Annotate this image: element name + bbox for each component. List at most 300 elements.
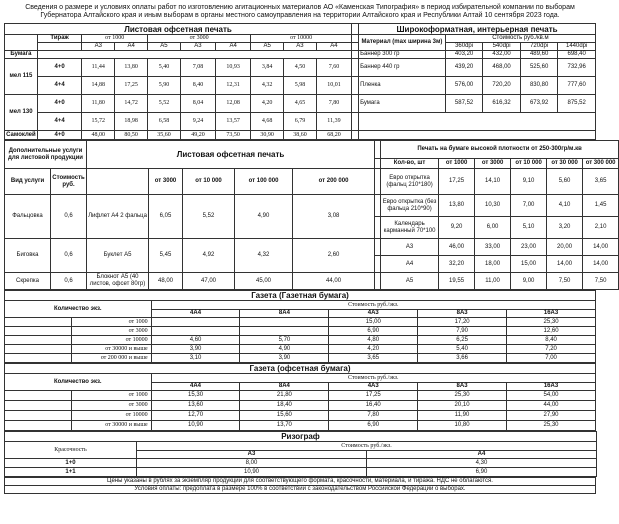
- spacer: [352, 95, 359, 113]
- empty: [5, 401, 72, 411]
- qty-label: от 30000 и выше: [71, 345, 151, 354]
- spacer: [352, 35, 359, 43]
- qty-header: Количество экз.: [5, 301, 152, 318]
- table-row: [5, 301, 596, 310]
- gazeta-value: 15,30: [151, 391, 240, 401]
- gazeta-value: [240, 318, 329, 327]
- gazeta-value: 7,00: [507, 354, 596, 363]
- format-header: 4A3: [329, 383, 418, 391]
- empty: [5, 327, 72, 336]
- qty-header: Кол-во, шт: [381, 159, 439, 169]
- gazeta-value: 17,20: [418, 318, 507, 327]
- thick-value: 23,00: [511, 239, 547, 256]
- wide-value: 587,52: [445, 95, 483, 113]
- service-spec: Блокнот А5 (40 листов, офсет 80гр): [87, 273, 149, 290]
- spacer: [352, 77, 359, 95]
- table-row: [5, 364, 596, 374]
- cost-header: Стоимость руб.: [51, 169, 87, 195]
- thick-value: 2,10: [583, 217, 619, 239]
- qty-label: от 1000: [71, 318, 151, 327]
- gazeta-value: 15,00: [329, 318, 418, 327]
- service-spec: Лифлет А4 2 фальца: [87, 195, 149, 239]
- service-name: Скрепка: [5, 273, 51, 290]
- run-header: от 200 000: [293, 169, 375, 195]
- gazeta-value: 5,70: [240, 336, 329, 345]
- service-name: Биговка: [5, 239, 51, 273]
- offset-value: 15,72: [82, 113, 115, 131]
- wide-value: 432,00: [483, 51, 521, 59]
- type-header: Вид услуги: [5, 169, 51, 195]
- table-row: [5, 273, 619, 290]
- cost-header: Стоимость руб./экз.: [151, 301, 595, 310]
- material-name: Пленка: [359, 77, 446, 95]
- thick-value: 6,00: [475, 217, 511, 239]
- gazeta-value: 8,40: [507, 336, 596, 345]
- offset-value: 68,20: [316, 131, 351, 140]
- table-row: [5, 411, 596, 421]
- gazeta-value: 12,70: [151, 411, 240, 421]
- run-header: от 100 000: [235, 169, 293, 195]
- gazeta-value: 11,90: [418, 411, 507, 421]
- gazeta-value: 25,30: [507, 318, 596, 327]
- service-cost: 0,6: [51, 195, 87, 239]
- thick-value: 14,10: [475, 169, 511, 195]
- run-header: от 3000: [475, 159, 511, 169]
- offset-title: Листовая офсетная печать: [5, 24, 352, 35]
- offset-value: 38,60: [284, 131, 317, 140]
- thick-value: 14,00: [583, 256, 619, 273]
- format-header: A3: [82, 43, 115, 51]
- color-label: 4+0: [37, 59, 82, 77]
- gazeta-title: Газета (офсетная бумага): [5, 364, 596, 374]
- dpi-header: 720dpi: [520, 43, 558, 51]
- material-name: Баннер 300 гр: [359, 51, 446, 59]
- top-section: [4, 23, 596, 140]
- spacer: [352, 51, 359, 59]
- material-name: Баннер 440 гр: [359, 59, 446, 77]
- gazeta-value: 3,10: [151, 354, 240, 363]
- spacer: [352, 113, 359, 131]
- format-header: A4: [216, 43, 251, 51]
- table-row: [5, 51, 596, 59]
- thick-value: 9,10: [511, 169, 547, 195]
- thick-value: 7,00: [511, 195, 547, 217]
- gazeta-value: [240, 327, 329, 336]
- thick-value: 33,00: [475, 239, 511, 256]
- paper-name: мел 130: [5, 95, 38, 131]
- wide-value: 576,00: [445, 77, 483, 95]
- thick-value: 32,20: [439, 256, 475, 273]
- gazeta-value: 44,00: [506, 401, 595, 411]
- material-name: Бумага: [359, 95, 446, 113]
- gazeta-value: [151, 327, 240, 336]
- thick-value: 15,00: [511, 256, 547, 273]
- table-row: [5, 391, 596, 401]
- gazeta-value: 17,25: [329, 391, 418, 401]
- thick-title: Печать на бумаге высокой плотности от 250-300гр/м.кв: [381, 141, 619, 159]
- thick-value: 9,20: [439, 217, 475, 239]
- empty: [5, 421, 72, 431]
- note-payment: Условия оплаты: предоплата в размере 100% в соответствии с законодательством Российской Федерации о выборах.: [5, 486, 596, 494]
- spacer: [352, 24, 359, 35]
- offset-value: 10,01: [316, 77, 351, 95]
- thick-value: 10,30: [475, 195, 511, 217]
- format-header: A3: [180, 43, 215, 51]
- offset-value: 13,80: [115, 59, 148, 77]
- table-row: [5, 459, 597, 468]
- qty-header: Количество экз.: [5, 374, 152, 391]
- gazeta-value: 6,90: [329, 421, 418, 431]
- qty-label: от 10000: [71, 336, 151, 345]
- gazeta-value: 12,60: [507, 327, 596, 336]
- offset-value: 5,40: [148, 59, 181, 77]
- gazeta-value: 4,80: [329, 336, 418, 345]
- thick-value: 7,50: [547, 273, 583, 290]
- dpi-header: 360dpi: [445, 43, 483, 51]
- gazeta-value: 4,90: [240, 345, 329, 354]
- wide-value: 616,32: [483, 95, 521, 113]
- thick-value: 11,00: [475, 273, 511, 290]
- thick-value: 14,00: [583, 239, 619, 256]
- empty: [359, 113, 596, 131]
- gazeta-value: 3,66: [418, 354, 507, 363]
- gazeta-value: 3,65: [329, 354, 418, 363]
- riso-value: 8,00: [137, 459, 367, 468]
- table-row: [5, 354, 596, 363]
- offset-value: 7,80: [316, 95, 351, 113]
- offset-value: 4,68: [251, 113, 284, 131]
- middle-section: [4, 140, 619, 290]
- empty: [5, 411, 72, 421]
- gazeta-value: 6,90: [329, 327, 418, 336]
- product-name: A3: [381, 239, 439, 256]
- wide-value: 439,20: [445, 59, 483, 77]
- gazeta-value: 21,80: [240, 391, 329, 401]
- offset-value: 13,57: [216, 113, 251, 131]
- empty: [5, 336, 72, 345]
- service-value: 2,60: [293, 239, 375, 273]
- offset-value: 80,50: [115, 131, 148, 140]
- qty-label: от 200 000 и выше: [71, 354, 151, 363]
- riso-value: 6,90: [367, 468, 597, 477]
- empty: [87, 169, 149, 195]
- offset-value: 18,98: [115, 113, 148, 131]
- run-header: от 1000: [439, 159, 475, 169]
- service-value: 3,08: [293, 195, 375, 239]
- riso-value: 10,90: [137, 468, 367, 477]
- offset-value: 6,79: [284, 113, 317, 131]
- wide-value: 830,80: [520, 77, 558, 95]
- offset-value: 5,98: [284, 77, 317, 95]
- run-label: Тираж: [37, 35, 82, 43]
- service-value: 4,92: [183, 239, 235, 273]
- offset-value: 48,00: [82, 131, 115, 140]
- table-row: [5, 141, 619, 159]
- offset-value: 8,04: [180, 95, 215, 113]
- empty: [5, 354, 72, 363]
- offset-value: 4,20: [251, 95, 284, 113]
- table-row: [5, 59, 596, 77]
- service-cost: 0,6: [51, 239, 87, 273]
- gazeta-value: [151, 318, 240, 327]
- gazeta-value: 13,70: [240, 421, 329, 431]
- qty-label: от 10000: [71, 411, 151, 421]
- wide-value: 468,00: [483, 59, 521, 77]
- thick-value: 5,60: [547, 169, 583, 195]
- service-value: 45,00: [235, 273, 293, 290]
- run-header: от 1000: [82, 35, 148, 43]
- offset-value: 11,39: [316, 113, 351, 131]
- format-header: 16A3: [507, 310, 596, 318]
- offset-value: 9,24: [180, 113, 215, 131]
- table-row: [5, 113, 596, 131]
- table-row: [5, 195, 619, 217]
- empty: [37, 51, 351, 59]
- wide-value: 720,20: [483, 77, 521, 95]
- paper-label: Бумага: [5, 51, 38, 59]
- gazeta-value: 25,30: [506, 421, 595, 431]
- note-prices: Цены указаны в рублях за экземпляр продукции для соответствующего формата, красочности, материала, и тиража. НДС не облагаются.: [5, 478, 596, 486]
- gazeta-title: Газета (Газетная бумага): [5, 291, 596, 301]
- offset-value: 8,40: [180, 77, 215, 95]
- qty-label: от 3000: [71, 327, 151, 336]
- offset-value: 12,31: [216, 77, 251, 95]
- table-row: [5, 336, 596, 345]
- thick-value: 3,65: [583, 169, 619, 195]
- color-label: 1+1: [5, 468, 137, 477]
- table-row: [5, 24, 596, 35]
- empty: [5, 318, 72, 327]
- table-row: [5, 35, 596, 43]
- gazeta-value: 13,60: [151, 401, 240, 411]
- product-name: A4: [381, 256, 439, 273]
- thick-value: 19,55: [439, 273, 475, 290]
- gazeta-value: 5,40: [418, 345, 507, 354]
- format-header: 4A4: [151, 310, 240, 318]
- color-label: 4+0: [37, 131, 82, 140]
- thick-value: 1,45: [583, 195, 619, 217]
- gazeta-value: 10,80: [418, 421, 507, 431]
- risograph-table: [4, 431, 597, 477]
- run-header: от 3000: [149, 169, 183, 195]
- run-header: от 10000: [251, 35, 352, 43]
- format-header: 8A3: [418, 383, 507, 391]
- format-header: 8A4: [240, 310, 329, 318]
- format-header: A3: [284, 43, 317, 51]
- empty: [37, 43, 82, 51]
- gazeta-newsprint-table: [4, 290, 596, 363]
- qty-label: от 30000 и выше: [71, 421, 151, 431]
- offset-value: 49,20: [180, 131, 215, 140]
- offset-value: 5,90: [148, 77, 181, 95]
- gazeta-value: 4,60: [151, 336, 240, 345]
- paper-name: мел 115: [5, 59, 38, 95]
- gazeta-value: 3,90: [151, 345, 240, 354]
- table-row: [5, 95, 596, 113]
- table-row: [5, 468, 597, 477]
- empty: [359, 131, 596, 140]
- gazeta-value: 6,25: [418, 336, 507, 345]
- gazeta-value: 4,20: [329, 345, 418, 354]
- format-header: A5: [148, 43, 181, 51]
- service-cost: 0,6: [51, 273, 87, 290]
- wide-value: 673,92: [520, 95, 558, 113]
- product-name: Календарь карманный 70*100: [381, 217, 439, 239]
- offset-value: 12,08: [216, 95, 251, 113]
- riso-title: Ризограф: [5, 432, 597, 442]
- cost-header: Стоимость руб./экз.: [151, 374, 595, 383]
- gazeta-value: 20,10: [418, 401, 507, 411]
- service-value: 6,05: [149, 195, 183, 239]
- table-row: [5, 318, 596, 327]
- offset-value: 14,88: [82, 77, 115, 95]
- empty-corner: [5, 35, 38, 51]
- color-label: 1+0: [5, 459, 137, 468]
- thick-value: 20,00: [547, 239, 583, 256]
- table-row: [5, 401, 596, 411]
- thick-value: 46,00: [439, 239, 475, 256]
- offset-value: 6,58: [148, 113, 181, 131]
- spacer: [352, 131, 359, 140]
- gazeta-value: 54,00: [506, 391, 595, 401]
- format-header: A4: [115, 43, 148, 51]
- table-row: [5, 291, 596, 301]
- format-header: A5: [251, 43, 284, 51]
- wide-value: 525,60: [520, 59, 558, 77]
- run-header: от 30 000: [547, 159, 583, 169]
- gazeta-value: 10,90: [151, 421, 240, 431]
- offset-value: 11,80: [82, 95, 115, 113]
- table-row: [5, 43, 596, 51]
- offset-value: 14,72: [115, 95, 148, 113]
- table-row: [5, 169, 619, 195]
- gazeta-value: 27,90: [506, 411, 595, 421]
- thick-value: 9,00: [511, 273, 547, 290]
- wide-value: 875,52: [558, 95, 596, 113]
- thick-value: 17,25: [439, 169, 475, 195]
- service-value: 47,00: [183, 273, 235, 290]
- spacer: [352, 59, 359, 77]
- gazeta-offset-table: [4, 363, 596, 431]
- product-name: A5: [381, 273, 439, 290]
- service-value: 48,00: [149, 273, 183, 290]
- wide-value: 698,40: [558, 51, 596, 59]
- wide-value: 777,60: [558, 77, 596, 95]
- thick-value: 13,80: [439, 195, 475, 217]
- cost-header: Стоимость руб./экз.: [137, 442, 597, 451]
- run-header: от 10 000: [183, 169, 235, 195]
- offset-value: 11,44: [82, 59, 115, 77]
- offset-value: 30,90: [251, 131, 284, 140]
- document-header: Сведения о размере и условиях оплаты работ по изготовлению агитационных материалов АО «Каменская Типография» в период избирательной компании по выборам Губернатора Алтайского края и иным выборам в органы местного самоуправления на территории Алтайского края и Республики Алтай 10 сентября 2023 года.: [25, 4, 575, 19]
- cost-header: Стоимость руб./кв.м: [445, 35, 595, 43]
- product-name: Евро открытка (без фальца 210*90): [381, 195, 439, 217]
- price-document: [4, 2, 616, 494]
- thick-value: 4,10: [547, 195, 583, 217]
- offset-value: 35,60: [148, 131, 181, 140]
- offset-value: 10,93: [216, 59, 251, 77]
- riso-value: 4,30: [367, 459, 597, 468]
- table-row: [5, 239, 619, 256]
- table-row: [5, 421, 596, 431]
- wide-value: 489,60: [520, 51, 558, 59]
- gazeta-value: 7,90: [418, 327, 507, 336]
- offset-value: 7,60: [316, 59, 351, 77]
- service-value: 44,00: [293, 273, 375, 290]
- offset-value: 3,84: [251, 59, 284, 77]
- service-value: 4,90: [235, 195, 293, 239]
- offset-value: 17,25: [115, 77, 148, 95]
- thick-value: 5,10: [511, 217, 547, 239]
- format-header: 4A4: [151, 383, 240, 391]
- offset-value: 4,65: [284, 95, 317, 113]
- format-header: 8A4: [240, 383, 329, 391]
- wide-title: Широкоформатная, интерьерная печать: [359, 24, 596, 35]
- offset-value: 5,52: [148, 95, 181, 113]
- color-label: 4+4: [37, 113, 82, 131]
- table-row: [5, 442, 597, 451]
- run-header: от 3000: [148, 35, 251, 43]
- gazeta-value: 7,80: [329, 411, 418, 421]
- color-label: 4+4: [37, 77, 82, 95]
- format-header: A4: [367, 451, 597, 459]
- offset-value: 7,08: [180, 59, 215, 77]
- gazeta-value: 7,20: [507, 345, 596, 354]
- thick-value: 3,20: [547, 217, 583, 239]
- empty: [5, 345, 72, 354]
- service-value: 4,32: [235, 239, 293, 273]
- services-title: Дополнительные услуги для листовой продукции: [5, 141, 87, 169]
- gazeta-value: 25,30: [418, 391, 507, 401]
- table-row: [5, 432, 597, 442]
- format-header: A3: [137, 451, 367, 459]
- material-header: Материал (max ширина 3м): [359, 35, 446, 51]
- empty: [5, 391, 72, 401]
- gazeta-value: 18,40: [240, 401, 329, 411]
- offset-value: 4,32: [251, 77, 284, 95]
- product-name: Евро открытка (фальц 210*180): [381, 169, 439, 195]
- offset-value: 4,50: [284, 59, 317, 77]
- thick-value: 7,50: [583, 273, 619, 290]
- services-offset-title: Листовая офсетная печать: [87, 141, 375, 169]
- format-header: 8A3: [418, 310, 507, 318]
- format-header: 4A3: [329, 310, 418, 318]
- qty-label: от 1000: [71, 391, 151, 401]
- run-header: от 10 000: [511, 159, 547, 169]
- format-header: A4: [316, 43, 351, 51]
- color-label: 4+0: [37, 95, 82, 113]
- qty-label: от 3000: [71, 401, 151, 411]
- gazeta-value: 16,40: [329, 401, 418, 411]
- wide-value: 403,20: [445, 51, 483, 59]
- gazeta-value: 15,60: [240, 411, 329, 421]
- gazeta-value: 3,90: [240, 354, 329, 363]
- wide-value: 732,96: [558, 59, 596, 77]
- dpi-header: 1440dpi: [558, 43, 596, 51]
- thick-value: 18,00: [475, 256, 511, 273]
- color-header: Красочность: [5, 442, 137, 459]
- notes-table: [4, 477, 596, 494]
- table-row: [5, 77, 596, 95]
- table-row: [5, 374, 596, 383]
- format-header: 16A3: [506, 383, 595, 391]
- service-value: 5,45: [149, 239, 183, 273]
- offset-value: 73,50: [216, 131, 251, 140]
- spacer: [352, 43, 359, 51]
- run-header: от 300 000: [583, 159, 619, 169]
- paper-name: Самоклей: [6, 131, 36, 138]
- table-row: [5, 327, 596, 336]
